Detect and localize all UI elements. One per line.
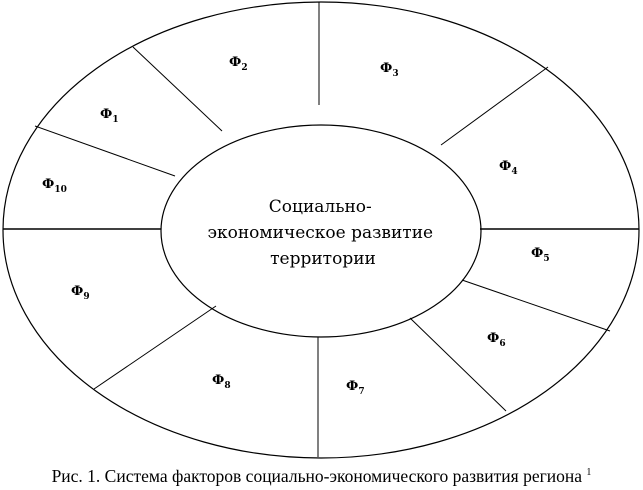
factor-label-f4: $Ф_4$: [499, 159, 518, 177]
factor-label-f8: $Ф_8$: [212, 373, 231, 391]
factor-label-f7: $Ф_7$: [346, 379, 365, 397]
caption-footnote-marker: 1: [586, 467, 592, 479]
figure-caption: [0, 466, 643, 487]
center-line-1: Социально-: [268, 197, 372, 217]
factor-label-f9: $Ф_9$: [71, 284, 90, 302]
divider-f4-f3: [441, 67, 548, 145]
caption-text: Рис. 1. Система факторов социально-экономического развития региона: [51, 466, 583, 486]
factor-label-f10: $Ф_{10}$: [42, 177, 67, 195]
center-line-3: территории: [270, 249, 376, 269]
center-title: [207, 197, 438, 269]
factor-label-f5: $Ф_5$: [531, 246, 550, 264]
factor-label-f3: $Ф_3$: [380, 61, 399, 79]
divider-f9-f8: [94, 306, 216, 389]
factor-label-f6: $Ф_6$: [487, 331, 506, 349]
factor-label-f2: $Ф_2$: [229, 55, 248, 73]
divider-f1-f10: [35, 126, 175, 176]
factor-label-f1: $Ф_1$: [100, 107, 119, 125]
divider-f6-f5: [462, 280, 610, 331]
center-line-2: экономическое развитие: [207, 223, 434, 243]
divider-f2-f1: [133, 47, 222, 131]
